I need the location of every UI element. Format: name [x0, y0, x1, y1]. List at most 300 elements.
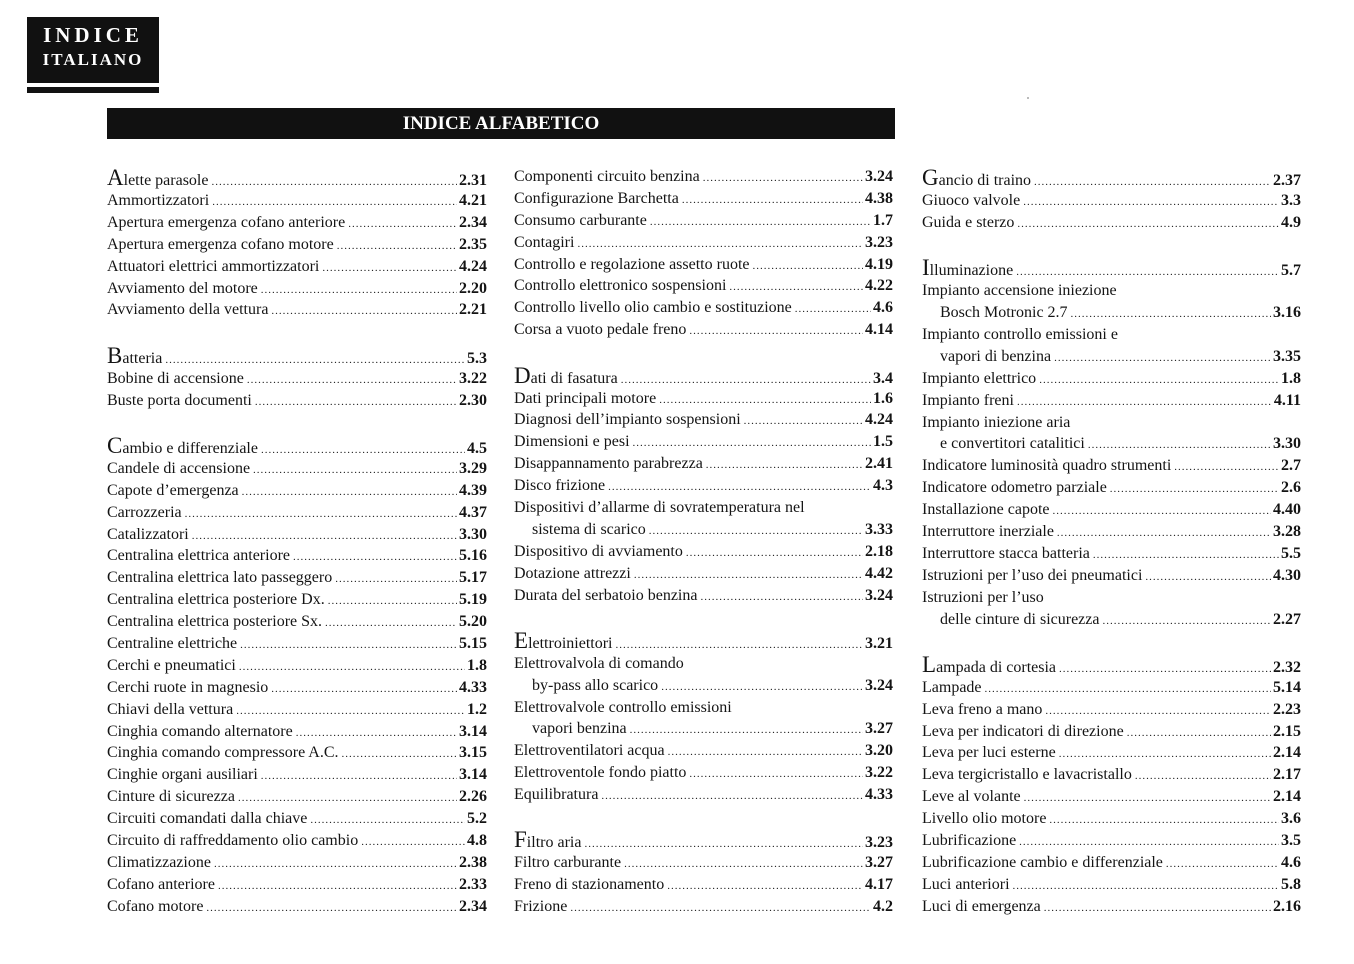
dot-leader: [634, 565, 863, 587]
index-entry: [922, 852, 1301, 874]
entry-page-number: 2.16: [1273, 897, 1301, 915]
dot-leader: [1023, 192, 1279, 214]
index-entry: [107, 390, 487, 412]
index-entry: [922, 609, 1301, 631]
entry-page-number: 4.39: [459, 481, 487, 499]
dot-leader: [1145, 567, 1271, 589]
entry-page-number: 4.38: [865, 189, 893, 207]
index-entry: [922, 455, 1301, 477]
index-entry: [107, 190, 487, 212]
entry-page-number: 2.34: [459, 897, 487, 915]
index-column-3: [922, 166, 1301, 940]
scan-speck: [1027, 97, 1029, 99]
entry-label: Buste porta documenti: [107, 391, 252, 409]
group-initial-letter: L: [922, 651, 937, 677]
index-entry: [514, 388, 893, 410]
section-tab: [27, 17, 159, 83]
dot-leader: [348, 214, 457, 236]
entry-label: Centralina elettrica anteriore: [107, 547, 291, 565]
dot-leader: [1135, 766, 1271, 788]
entry-label: Circuiti comandati dalla chiave: [107, 810, 308, 828]
entry-label: Lampade: [922, 678, 982, 696]
index-entry: [107, 545, 487, 567]
index-entry: [514, 740, 893, 762]
entry-label: Chiavi della vettura: [107, 700, 234, 718]
dot-leader: [1102, 611, 1271, 633]
dot-leader: [795, 299, 871, 321]
entry-label: Contagiri: [514, 233, 575, 251]
entry-label: Luci anteriori: [922, 875, 1010, 893]
group-initial-letter: C: [107, 432, 123, 458]
index-entry: [107, 344, 487, 368]
index-banner-title: INDICE ALFABETICO: [402, 113, 600, 134]
entry-label: Leva per luci esterne: [922, 744, 1056, 762]
index-entry: [922, 212, 1301, 234]
index-entry: [107, 786, 487, 808]
entry-label: Cinture di sicurezza: [107, 788, 235, 806]
dot-leader: [1019, 832, 1279, 854]
entry-label: Disco frizione: [514, 477, 606, 495]
entry-label: Impianto elettrico: [922, 369, 1037, 387]
index-entry: [922, 302, 1301, 324]
dot-leader: [650, 212, 871, 234]
entry-label: Guida e sterzo: [922, 213, 1015, 231]
group-initial-letter: I: [922, 255, 930, 281]
section-tab-rule: [27, 87, 159, 93]
index-entry: [922, 587, 1301, 609]
dot-leader: [729, 277, 863, 299]
entry-label: Elettrovalvola di comando: [514, 654, 684, 672]
index-entry: [107, 212, 487, 234]
index-entry: [514, 784, 893, 806]
index-entry: [107, 852, 487, 874]
entry-label: Cinghie organi ausiliari: [107, 766, 258, 784]
index-entry: [107, 299, 487, 321]
index-entry: [922, 721, 1301, 743]
group-initial-letter: F: [514, 827, 527, 853]
entry-page-number: 2.37: [1273, 172, 1301, 189]
dot-leader: [335, 569, 457, 591]
group-initial-letter: A: [107, 165, 124, 190]
entry-label: Consumo carburante: [514, 211, 647, 229]
entry-label: Circuito di raffreddamento olio cambio: [107, 832, 359, 850]
entry-page-number: 4.5: [467, 439, 487, 457]
index-entry: [514, 675, 893, 697]
index-entry: [922, 565, 1301, 587]
entry-page-number: 4.9: [1281, 213, 1301, 231]
entry-label: Corsa a vuoto pedale freno: [514, 321, 687, 339]
index-entry: [922, 412, 1301, 434]
dot-leader: [633, 433, 871, 455]
entry-page-number: 4.6: [1281, 853, 1301, 871]
entry-page-number: 2.20: [459, 279, 487, 297]
entry-label: lluminazione: [929, 262, 1014, 280]
index-entry: [107, 874, 487, 896]
entry-label: Attuatori elettrici ammortizzatori: [107, 257, 320, 275]
index-entry: [514, 563, 893, 585]
entry-page-number: 3.27: [865, 720, 893, 738]
index-entry: [922, 742, 1301, 764]
index-entry: [107, 655, 487, 677]
index-entry: [922, 786, 1301, 808]
entry-page-number: 4.30: [1273, 566, 1301, 584]
entry-page-number: 3.15: [459, 744, 487, 762]
entry-label: Luci di emergenza: [922, 897, 1041, 915]
entry-label: Dati principali motore: [514, 389, 657, 407]
dot-leader: [624, 854, 863, 876]
entry-label: Giuoco valvole: [922, 192, 1021, 209]
entry-page-number: 2.41: [865, 455, 893, 473]
dot-leader: [1110, 479, 1279, 501]
dot-leader: [296, 723, 457, 745]
entry-label: Interruttore stacca batteria: [922, 544, 1090, 562]
index-entry: [514, 453, 893, 475]
dot-leader: [240, 635, 457, 657]
dot-leader: [1054, 348, 1271, 370]
index-entry: [514, 188, 893, 210]
index-entry: [107, 278, 487, 300]
entry-page-number: 5.17: [459, 569, 487, 587]
dot-leader: [667, 876, 863, 898]
entry-page-number: 2.32: [1273, 658, 1301, 676]
entry-page-number: 2.27: [1273, 610, 1301, 628]
entry-page-number: 3.22: [459, 369, 487, 387]
entry-label: Avviamento del motore: [107, 279, 258, 297]
dot-leader: [1013, 876, 1279, 898]
index-entry: [922, 346, 1301, 368]
dot-leader: [236, 701, 465, 723]
entry-page-number: 1.8: [467, 656, 487, 674]
entry-label: Dimensioni e pesi: [514, 433, 630, 451]
index-entry: [922, 699, 1301, 721]
entry-label: ati di fasatura: [530, 369, 618, 387]
entry-label: Interruttore inerziale: [922, 522, 1054, 540]
dot-leader: [261, 438, 465, 462]
entry-label: Elettroventole fondo piatto: [514, 764, 687, 782]
dot-leader: [659, 390, 871, 412]
entry-page-number: 4.17: [865, 876, 893, 894]
entry-page-number: 5.5: [1281, 544, 1301, 562]
entry-page-number: 4.42: [865, 564, 893, 582]
entry-label: iltro aria: [526, 834, 582, 852]
index-entry: [922, 368, 1301, 390]
entry-label: Leva per indicatori di direzione: [922, 722, 1124, 740]
entry-label: sistema di scarico: [532, 520, 646, 538]
entry-page-number: 2.38: [459, 853, 487, 871]
entry-page-number: 2.14: [1273, 744, 1301, 762]
index-entry: [107, 166, 487, 190]
entry-page-number: 2.15: [1273, 722, 1301, 740]
dot-leader: [689, 764, 863, 786]
entry-label: Leve al volante: [922, 788, 1021, 806]
entry-page-number: 3.14: [459, 766, 487, 784]
group-initial-letter: D: [514, 362, 531, 388]
index-entry: [514, 828, 893, 852]
entry-label: Bobine di accensione: [107, 369, 244, 387]
index-entry: [514, 697, 893, 719]
index-entry: [107, 633, 487, 655]
entry-label: Climatizzazione: [107, 853, 211, 871]
index-entry: [514, 874, 893, 896]
index-entry: [922, 256, 1301, 280]
index-entry: [514, 409, 893, 431]
dot-leader: [325, 613, 457, 635]
dot-leader: [661, 677, 863, 699]
entry-label: Frizione: [514, 898, 568, 916]
group-initial-letter: E: [514, 627, 529, 653]
dot-leader: [1057, 523, 1271, 545]
dot-leader: [361, 832, 465, 854]
dot-leader: [1127, 723, 1271, 745]
index-entry: [514, 629, 893, 653]
entry-page-number: 5.2: [467, 810, 487, 828]
index-entry: [107, 524, 487, 546]
dot-leader: [1093, 545, 1279, 567]
entry-label: Cinghia comando compressore A.C.: [107, 744, 339, 762]
entry-page-number: 5.3: [467, 349, 487, 367]
index-group: [514, 828, 893, 918]
dot-leader: [985, 679, 1271, 701]
entry-page-number: 2.31: [459, 172, 487, 189]
entry-label: atteria: [122, 349, 163, 367]
index-entry: [107, 502, 487, 524]
index-entry: [107, 256, 487, 278]
entry-label: Cofano motore: [107, 897, 204, 915]
index-entry: [107, 764, 487, 786]
dot-leader: [1088, 435, 1271, 457]
entry-label: Livello olio motore: [922, 810, 1047, 828]
index-entry: [514, 585, 893, 607]
index-entry: [107, 896, 487, 918]
index-entry: [107, 830, 487, 852]
entry-label: Centralina elettrica posteriore Sx.: [107, 613, 323, 631]
index-entry: [514, 319, 893, 341]
entry-label: e convertitori catalitici: [940, 435, 1085, 453]
index-entry: [514, 541, 893, 563]
entry-label: ambio e differenziale: [122, 439, 258, 457]
index-entry: [514, 475, 893, 497]
entry-label: Dispositivi d’allarme di sovratemperatura nel: [514, 498, 805, 516]
entry-label: Centraline elettriche: [107, 635, 238, 653]
entry-page-number: 3.33: [865, 520, 893, 538]
entry-page-number: 3.21: [865, 634, 893, 652]
index-entry: [514, 852, 893, 874]
entry-page-number: 3.4: [873, 369, 893, 387]
entry-label: Indicatore luminosità quadro strumenti: [922, 457, 1172, 475]
entry-label: Indicatore odometro parziale: [922, 479, 1107, 497]
dot-leader: [218, 876, 457, 898]
dot-leader: [261, 766, 457, 788]
dot-leader: [293, 547, 457, 569]
entry-page-number: 2.35: [459, 235, 487, 253]
entry-page-number: 4.24: [459, 257, 487, 275]
index-entry: [922, 166, 1301, 190]
dot-leader: [1049, 810, 1279, 832]
dot-leader: [1039, 370, 1279, 392]
index-entry: [922, 477, 1301, 499]
entry-label: Istruzioni per l’uso dei pneumatici: [922, 566, 1143, 584]
entry-label: ancio di traino: [938, 172, 1032, 189]
index-entry: [107, 234, 487, 256]
entry-page-number: 4.37: [459, 503, 487, 521]
dot-leader: [608, 477, 871, 499]
entry-page-number: 5.15: [459, 635, 487, 653]
entry-label: vapori benzina: [532, 720, 627, 738]
dot-leader: [212, 192, 457, 214]
entry-label: Leva tergicristallo e lavacristallo: [922, 766, 1132, 784]
index-entry: [922, 543, 1301, 565]
entry-page-number: 2.23: [1273, 700, 1301, 718]
index-entry: [107, 480, 487, 502]
entry-page-number: 4.6: [873, 299, 893, 317]
index-entry: [107, 434, 487, 458]
entry-label: Centralina elettrica lato passeggero: [107, 569, 333, 587]
dot-leader: [253, 460, 457, 482]
dot-leader: [1174, 457, 1279, 479]
dot-leader: [238, 788, 457, 810]
dot-leader: [682, 190, 863, 212]
entry-page-number: 4.14: [865, 321, 893, 339]
entry-page-number: 2.26: [459, 788, 487, 806]
entry-page-number: 2.14: [1273, 788, 1301, 806]
dot-leader: [1053, 501, 1272, 523]
dot-leader: [1017, 214, 1279, 236]
index-entry: [107, 742, 487, 764]
entry-page-number: 1.8: [1281, 369, 1301, 387]
index-entry: [922, 677, 1301, 699]
entry-page-number: 4.11: [1273, 391, 1301, 409]
dot-leader: [242, 482, 457, 504]
index-group: [107, 344, 487, 412]
dot-leader: [214, 854, 457, 876]
entry-label: Controllo e regolazione assetto ruote: [514, 255, 750, 273]
dot-leader: [211, 170, 457, 194]
dot-leader: [1059, 657, 1271, 681]
dot-leader: [337, 236, 457, 258]
entry-page-number: 5.19: [459, 591, 487, 609]
dot-leader: [342, 744, 457, 766]
entry-page-number: 2.33: [459, 875, 487, 893]
index-entry: [514, 762, 893, 784]
dot-leader: [255, 392, 457, 414]
entry-page-number: 3.16: [1273, 304, 1301, 322]
entry-page-number: 4.24: [865, 411, 893, 429]
dot-leader: [271, 679, 457, 701]
dot-leader: [703, 168, 863, 190]
entry-label: Controllo livello olio cambio e sostituzione: [514, 299, 792, 317]
dot-leader: [706, 455, 863, 477]
dot-leader: [630, 720, 863, 742]
entry-label: Filtro carburante: [514, 854, 622, 872]
entry-label: Impianto iniezione aria: [922, 413, 1071, 431]
entry-page-number: 4.8: [467, 832, 487, 850]
entry-label: Bosch Motronic 2.7: [940, 304, 1068, 322]
entry-label: Dotazione attrezzi: [514, 564, 631, 582]
entry-label: Elettrovalvole controllo emissioni: [514, 698, 732, 716]
index-group: [922, 166, 1301, 234]
index-entry: [514, 297, 893, 319]
entry-label: delle cinture di sicurezza: [940, 610, 1100, 628]
entry-page-number: 2.6: [1281, 479, 1301, 497]
dot-leader: [239, 657, 465, 679]
entry-page-number: 5.7: [1281, 262, 1301, 280]
entry-page-number: 2.7: [1281, 457, 1301, 475]
dot-leader: [271, 301, 457, 323]
entry-page-number: 4.21: [459, 192, 487, 209]
entry-page-number: 1.5: [873, 433, 893, 451]
entry-page-number: 3.30: [459, 525, 487, 543]
group-initial-letter: G: [922, 165, 939, 190]
dot-leader: [310, 810, 465, 832]
dot-leader: [621, 368, 871, 392]
index-entry: [922, 499, 1301, 521]
entry-label: Carrozzeria: [107, 503, 182, 521]
entry-label: Cinghia comando alternatore: [107, 722, 293, 740]
index-entry: [922, 896, 1301, 918]
entry-page-number: 1.7: [873, 211, 893, 229]
dot-leader: [601, 786, 863, 808]
dot-leader: [649, 521, 863, 543]
entry-label: Lubrificazione: [922, 832, 1017, 850]
entry-page-number: 4.33: [865, 786, 893, 804]
entry-label: Equilibratura: [514, 786, 599, 804]
entry-page-number: 5.8: [1281, 875, 1301, 893]
dot-leader: [1166, 854, 1279, 876]
entry-page-number: 3.6: [1281, 810, 1301, 828]
entry-label: by-pass allo scarico: [532, 676, 659, 694]
index-entry: [514, 232, 893, 254]
entry-label: Apertura emergenza cofano anteriore: [107, 213, 346, 231]
entry-page-number: 3.30: [1273, 435, 1301, 453]
index-entry: [107, 589, 487, 611]
index-entry: [514, 166, 893, 188]
dot-leader: [1044, 898, 1271, 920]
entry-label: Componenti circuito benzina: [514, 168, 700, 185]
index-entry: [922, 324, 1301, 346]
index-entry: [514, 431, 893, 453]
index-entry: [922, 190, 1301, 212]
entry-label: Freno di stazionamento: [514, 876, 665, 894]
index-entry: [922, 653, 1301, 677]
entry-page-number: 3.23: [865, 834, 893, 852]
entry-label: Lubrificazione cambio e differenziale: [922, 853, 1163, 871]
index-group: [514, 629, 893, 806]
entry-page-number: 2.17: [1273, 766, 1301, 784]
index-entry: [922, 433, 1301, 455]
entry-page-number: 5.20: [459, 613, 487, 631]
entry-page-number: 2.30: [459, 391, 487, 409]
entry-page-number: 3.29: [459, 459, 487, 477]
entry-label: Apertura emergenza cofano motore: [107, 235, 334, 253]
index-entry: [107, 567, 487, 589]
entry-page-number: 3.14: [459, 722, 487, 740]
entry-page-number: 2.21: [459, 301, 487, 319]
dot-leader: [752, 256, 863, 278]
entry-page-number: 4.19: [865, 255, 893, 273]
dot-leader: [206, 898, 457, 920]
index-entry: [514, 275, 893, 297]
entry-label: Dispositivo di avviamento: [514, 542, 683, 560]
index-entry: [514, 254, 893, 276]
dot-leader: [1045, 701, 1271, 723]
dot-leader: [577, 234, 863, 256]
index-entry: [514, 896, 893, 918]
entry-page-number: 4.33: [459, 678, 487, 696]
dot-leader: [192, 526, 457, 548]
entry-page-number: 5.16: [459, 547, 487, 565]
entry-page-number: 3.23: [865, 233, 893, 251]
section-tab-title: INDICE: [43, 23, 143, 47]
